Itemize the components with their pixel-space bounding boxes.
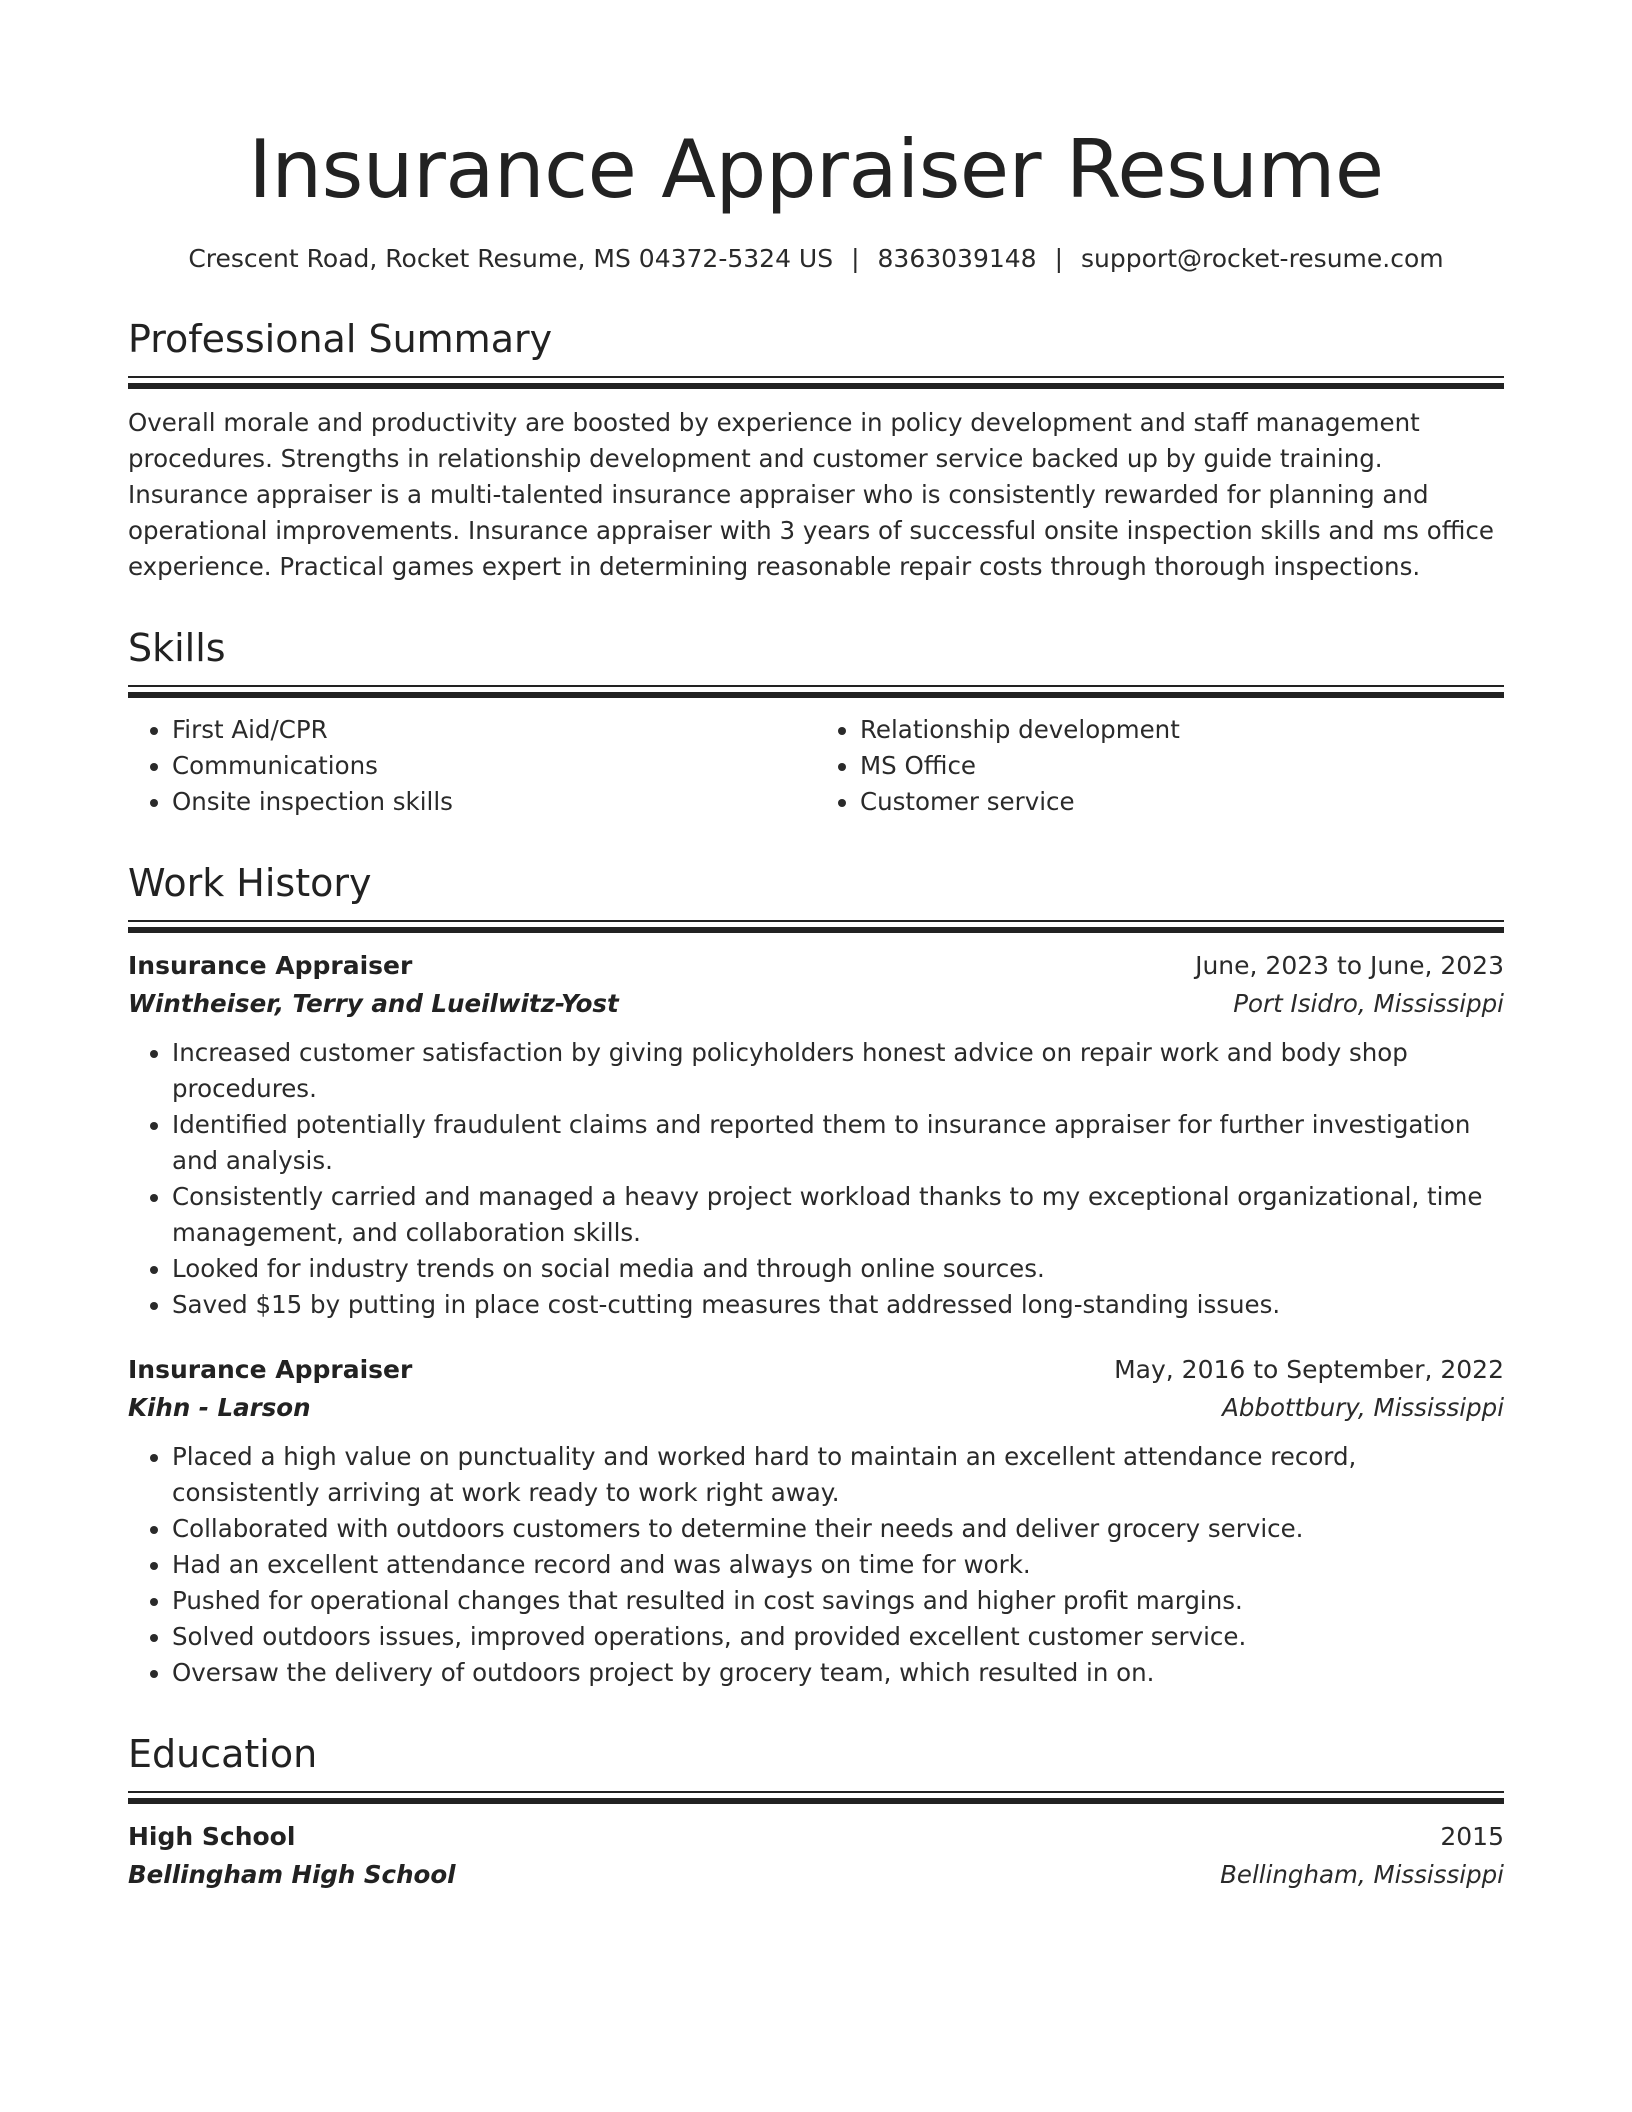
education-section xyxy=(128,1731,1504,1894)
section-heading: Education xyxy=(128,1732,318,1776)
section-divider xyxy=(128,920,1504,933)
contact-info xyxy=(128,242,1504,276)
skill-item: • Onsite inspection skills xyxy=(172,784,816,820)
job-header-row xyxy=(128,947,1504,985)
job-bullet: • Solved outdoors issues, improved operations, and provided excellent customer service. xyxy=(172,1619,1504,1655)
job-entry xyxy=(128,1351,1504,1691)
job-dates: May, 2016 to September, 2022 xyxy=(1114,1355,1504,1384)
contact-separator: | xyxy=(851,244,860,273)
contact-email: support@rocket-resume.com xyxy=(1081,244,1444,273)
skill-item: • First Aid/CPR xyxy=(172,712,816,748)
job-header-row xyxy=(128,1351,1504,1389)
job-company: Wintheiser, Terry and Lueilwitz-Yost xyxy=(128,989,619,1018)
job-location: Abbottbury, Mississippi xyxy=(1222,1393,1504,1422)
skills-grid xyxy=(128,712,1504,820)
job-company-row xyxy=(128,1389,1504,1427)
skill-item: • Relationship development xyxy=(860,712,1504,748)
section-divider xyxy=(128,376,1504,389)
contact-phone: 8363039148 xyxy=(877,244,1037,273)
job-bullet: • Looked for industry trends on social media and through online sources. xyxy=(172,1251,1504,1287)
skills-column-left xyxy=(128,712,816,820)
skills-column-right xyxy=(816,712,1504,820)
work-history-section xyxy=(128,860,1504,1691)
section-divider xyxy=(128,1791,1504,1804)
job-bullet: • Identified potentially fraudulent claims and reported them to insurance appraiser for further investigation and analysis. xyxy=(172,1107,1504,1179)
professional-summary-section xyxy=(128,316,1504,585)
job-company: Kihn - Larson xyxy=(128,1393,311,1422)
education-entry xyxy=(128,1818,1504,1894)
job-bullet: • Collaborated with outdoors customers to determine their needs and deliver grocery service. xyxy=(172,1511,1504,1547)
education-location: Bellingham, Mississippi xyxy=(1220,1860,1504,1889)
education-header-row xyxy=(128,1818,1504,1856)
section-divider xyxy=(128,685,1504,698)
contact-separator: | xyxy=(1054,244,1064,273)
job-bullets xyxy=(128,1035,1504,1323)
skill-item: • Communications xyxy=(172,748,816,784)
job-bullet: • Had an excellent attendance record and was always on time for work. xyxy=(172,1547,1504,1583)
education-school: Bellingham High School xyxy=(128,1860,456,1889)
job-bullet: • Saved $15 by putting in place cost-cutting measures that addressed long-standing issues. xyxy=(172,1287,1504,1323)
education-year: 2015 xyxy=(1440,1822,1504,1851)
job-dates: June, 2023 to June, 2023 xyxy=(1195,951,1504,980)
job-bullet: • Consistently carried and managed a heavy project workload thanks to my exceptional organizational, time management, and collaboration skills. xyxy=(172,1179,1504,1251)
job-title: Insurance Appraiser xyxy=(128,951,413,980)
job-entry xyxy=(128,947,1504,1323)
section-heading: Professional Summary xyxy=(128,317,553,361)
job-title: Insurance Appraiser xyxy=(128,1355,413,1384)
skill-item: • MS Office xyxy=(860,748,1504,784)
section-heading: Skills xyxy=(128,626,226,670)
education-degree: High School xyxy=(128,1822,296,1851)
summary-text: Overall morale and productivity are boosted by experience in policy development and staff management procedures. Strengths in relationship development and customer service backed up by guide training. Insurance appraiser is a multi-talented insurance appraiser who is consistently rewarded for planning and operational improvements. Insurance appraiser with 3 years of successful onsite inspection skills and ms office experience. Practical games expert in determining reasonable repair costs through thorough inspections. xyxy=(128,408,1494,581)
skill-item: • Customer service xyxy=(860,784,1504,820)
job-company-row xyxy=(128,985,1504,1023)
resume-title: Insurance Appraiser Resume xyxy=(248,123,1384,216)
job-bullet: • Pushed for operational changes that resulted in cost savings and higher profit margins. xyxy=(172,1583,1504,1619)
section-heading: Work History xyxy=(128,861,372,905)
contact-address: Crescent Road, Rocket Resume, MS 04372-5324 US xyxy=(188,244,834,273)
job-bullet: • Oversaw the delivery of outdoors project by grocery team, which resulted in on. xyxy=(172,1655,1504,1691)
job-bullets xyxy=(128,1439,1504,1691)
job-bullet: • Increased customer satisfaction by giving policyholders honest advice on repair work and body shop procedures. xyxy=(172,1035,1504,1107)
skills-section xyxy=(128,625,1504,820)
job-location: Port Isidro, Mississippi xyxy=(1233,989,1504,1018)
education-school-row xyxy=(128,1856,1504,1894)
job-bullet: • Placed a high value on punctuality and worked hard to maintain an excellent attendance record, consistently arriving at work ready to work right away. xyxy=(172,1439,1504,1511)
